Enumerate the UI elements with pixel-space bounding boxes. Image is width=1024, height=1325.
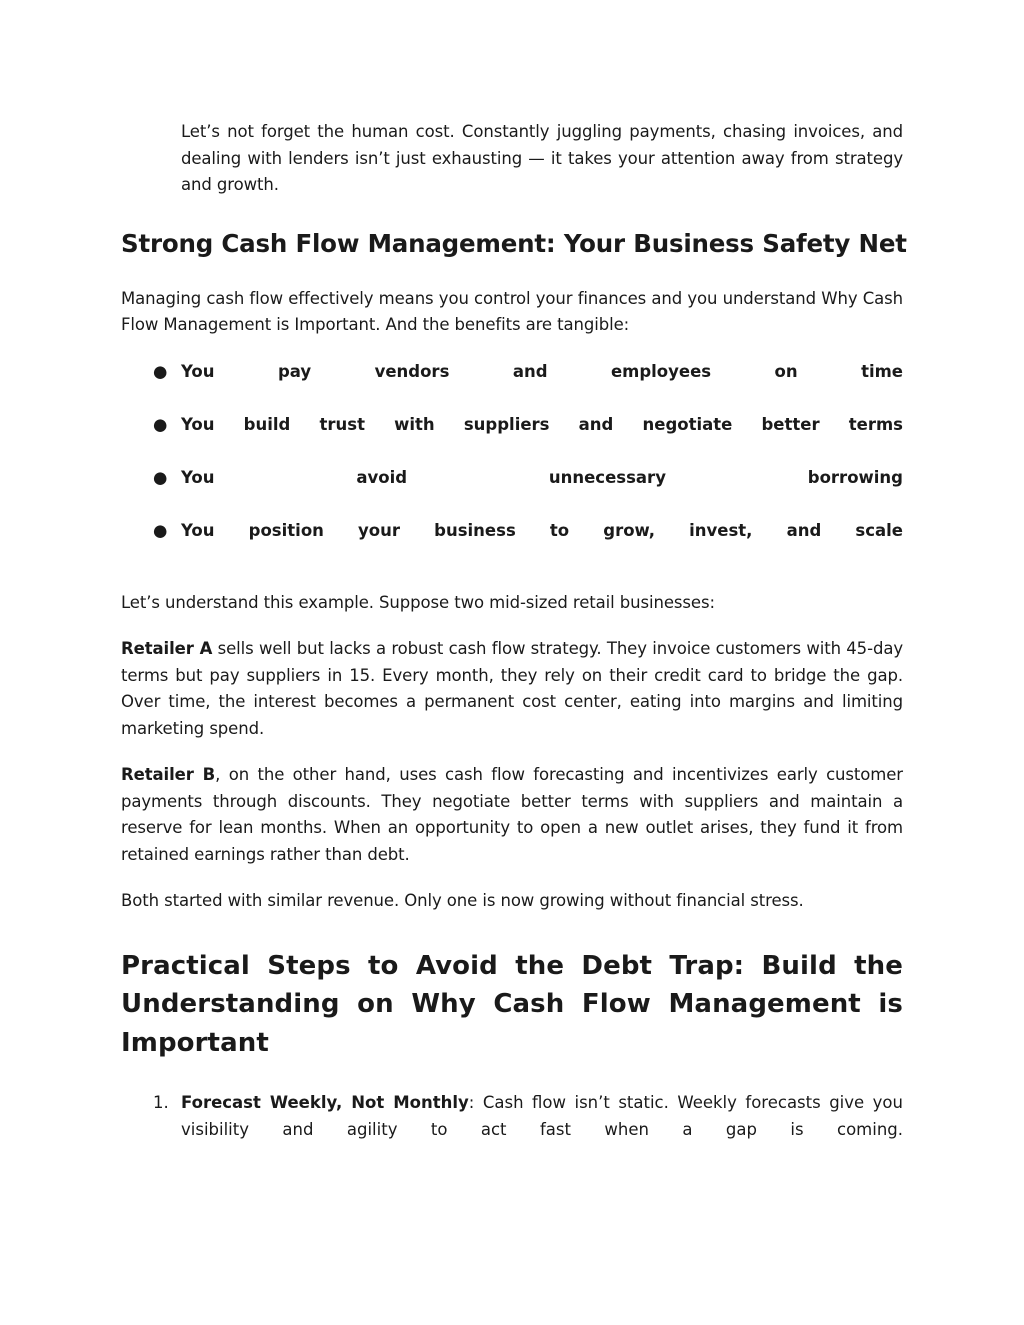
steps-list [121,1090,903,1143]
benefit-text: You avoid unnecessary borrowing [181,467,903,487]
retailer-a-name: Retailer A [121,639,213,658]
bullet-icon: ● [153,467,168,487]
benefit-text: You position your business to grow, invest, and scale [181,520,903,540]
retailer-b-name: Retailer B [121,765,216,784]
list-item [121,359,903,385]
bullet-icon: ● [153,520,168,540]
retailer-a-paragraph [121,636,903,742]
bullet-icon: ● [153,414,168,434]
retailer-a-text: sells well but lacks a robust cash flow strategy. They invoice customers with 45-day terms but pay suppliers in 15. Every month, they rely on their credit card to bridge the gap. Over time, the interest becomes a permanent cost center, eating into margins and limiting marketing spend. [121,639,903,738]
step-title: Forecast Weekly, Not Monthly [181,1093,469,1112]
list-item [121,465,903,491]
safety-net-heading: Strong Cash Flow Management: Your Business Safety Net [121,228,907,258]
list-item [121,412,903,438]
list-item [121,1090,903,1143]
practical-steps-heading: Practical Steps to Avoid the Debt Trap: Build the Understanding on Why Cash Flow Management is Important [121,950,903,1058]
step-number: 1. [153,1093,169,1112]
human-cost-paragraph: Let’s not forget the human cost. Constantly juggling payments, chasing invoices, and dealing with lenders isn’t just exhausting — it takes your attention away from strategy and growth. [181,122,903,194]
conclusion-paragraph: Both started with similar revenue. Only one is now growing without financial stress. [121,891,804,910]
list-item [121,518,903,544]
benefit-text: You build trust with suppliers and negotiate better terms [181,414,903,434]
benefit-text: You pay vendors and employees on time [181,361,903,381]
example-intro-paragraph: Let’s understand this example. Suppose two mid-sized retail businesses: [121,592,715,612]
retailer-b-paragraph [121,762,903,868]
document-page [121,0,907,1143]
benefits-list [121,359,903,544]
bullet-icon: ● [153,361,168,381]
retailer-b-text: , on the other hand, uses cash flow forecasting and incentivizes early customer payments through discounts. They negotiate better terms with suppliers and maintain a reserve for lean months. When an opportunity to open a new outlet arises, they fund it from retained earnings rather than debt. [121,765,903,864]
step-text: : Cash flow isn’t static. Weekly forecasts give you visibility and agility to act fast when a gap is coming. [181,1093,903,1139]
benefits-intro-paragraph: Managing cash flow effectively means you control your finances and you understand Why Cash Flow Management is Important. And the benefits are tangible: [121,288,903,334]
